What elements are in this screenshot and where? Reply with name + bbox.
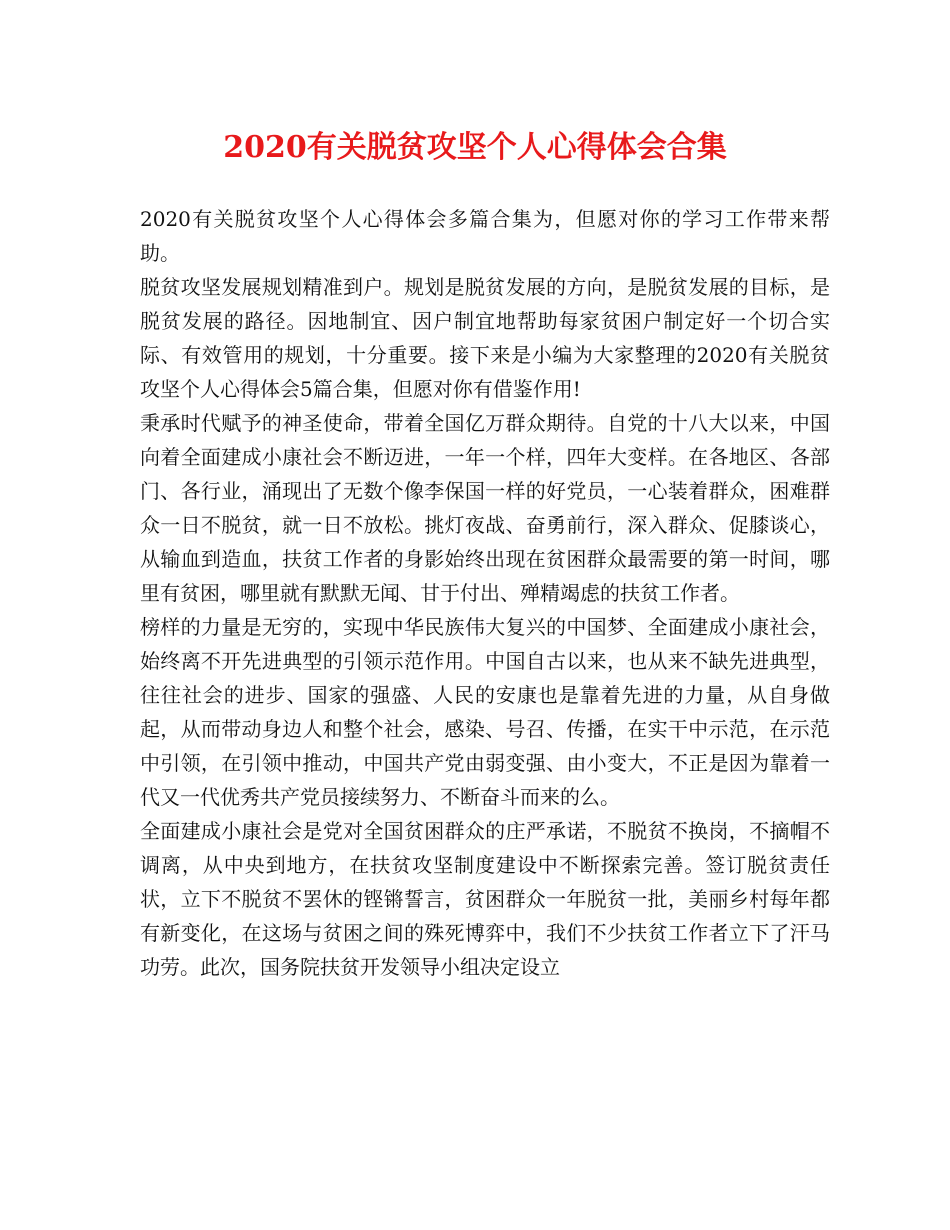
- paragraph-mission: 秉承时代赋予的神圣使命，带着全国亿万群众期待。自党的十八大以来，中国向着全面建成小康社会不断迈进，一年一个样，四年大变样。在各地区、各部门、各行业，涌现出了无数个像李保国一样的好党员，一心装着群众，困难群众一日不脱贫，就一日不放松。挑灯夜战、奋勇前行，深入群众、促膝谈心，从输血到造血，扶贫工作者的身影始终出现在贫困群众最需要的第一时间，哪里有贫困，哪里就有默默无闻、甘于付出、殚精竭虑的扶贫工作者。: [140, 411, 830, 605]
- paragraph-planning: 脱贫攻坚发展规划精准到户。规划是脱贫发展的方向，是脱贫发展的目标，是脱贫发展的路径。因地制宜、因户制宜地帮助每家贫困户制定好一个切合实际、有效管用的规划，十分重要。接下来是小编为大家整理的2020有关脱贫攻坚个人心得体会5篇合集，但愿对你有借鉴作用!: [140, 275, 830, 401]
- document-title: 2020有关脱贫攻坚个人心得体会合集: [223, 130, 727, 165]
- document-body: [140, 202, 830, 984]
- paragraph-commitment: 全面建成小康社会是党对全国贫困群众的庄严承诺，不脱贫不换岗，不摘帽不调离，从中央到地方，在扶贫攻坚制度建设中不断探索完善。签订脱贫责任状，立下不脱贫不罢休的铿锵誓言，贫困群众一年脱贫一批，美丽乡村每年都有新变化，在这场与贫困之间的殊死博弈中，我们不少扶贫工作者立下了汗马功劳。此次，国务院扶贫开发领导小组决定设立: [140, 819, 830, 979]
- paragraph-role-models: 榜样的力量是无穷的，实现中华民族伟大复兴的中国梦、全面建成小康社会，始终离不开先进典型的引领示范作用。中国自古以来，也从来不缺先进典型，往往社会的进步、国家的强盛、人民的安康也是靠着先进的力量，从自身做起，从而带动身边人和整个社会，感染、号召、传播，在实干中示范，在示范中引领，在引领中推动，中国共产党由弱变强、由小变大，不正是因为靠着一代又一代优秀共产党员接续努力、不断奋斗而来的么。: [140, 615, 830, 809]
- paragraph-intro: 2020有关脱贫攻坚个人心得体会多篇合集为，但愿对你的学习工作带来帮助。: [140, 207, 830, 265]
